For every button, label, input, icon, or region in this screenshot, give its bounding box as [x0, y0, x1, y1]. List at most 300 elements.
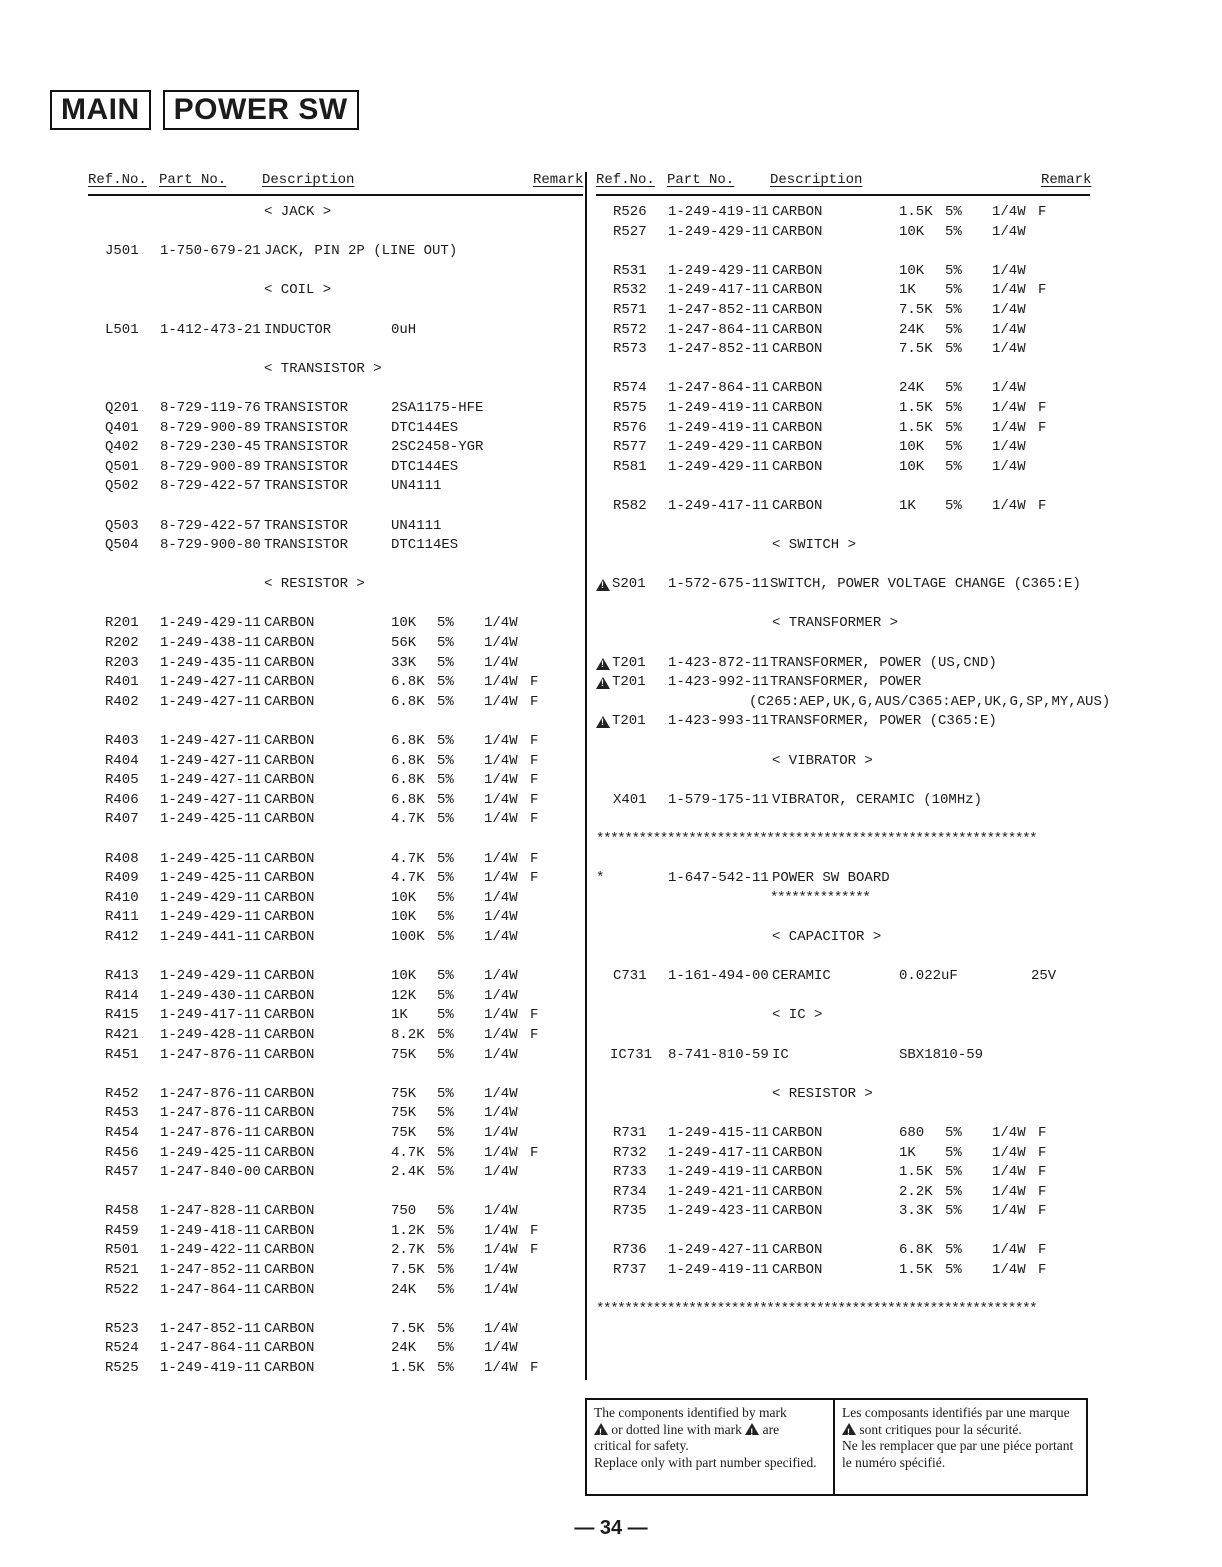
ref-no: X401 — [613, 791, 647, 808]
description: TRANSISTOR — [264, 419, 349, 436]
ref-no: R731 — [613, 1124, 647, 1141]
spacer — [88, 1184, 583, 1204]
ref-no: R581 — [613, 458, 647, 475]
rating: 1/4W — [992, 1144, 1026, 1161]
part-no: 1-249-427-11 — [160, 674, 261, 691]
rating: 1/4W — [992, 399, 1026, 416]
value: 750 — [391, 1203, 417, 1220]
rating: 1/4W — [484, 1222, 518, 1239]
rating: 1/4W — [992, 321, 1026, 338]
description: CARBON — [772, 1144, 823, 1161]
spacer — [596, 988, 1090, 1008]
rating: 1/4W — [484, 1164, 518, 1181]
remark: F — [1038, 1262, 1047, 1279]
header-ref-no: Ref.No. — [88, 172, 147, 188]
rating: 1/4W — [484, 693, 518, 710]
ref-no: R414 — [105, 987, 139, 1004]
ref-no: IC731 — [610, 1046, 653, 1063]
rating: 1/4W — [992, 1164, 1026, 1181]
part-no: 1-249-430-11 — [160, 987, 261, 1004]
ref-no: R524 — [105, 1340, 139, 1357]
ref-no: R406 — [105, 791, 139, 808]
notice-text: or dotted line with mark — [611, 1421, 742, 1437]
description: CARBON — [264, 1222, 315, 1239]
tolerance: 5% — [945, 497, 962, 514]
part-row — [88, 1164, 583, 1184]
part-no: 1-249-427-11 — [160, 752, 261, 769]
value: 4.7K — [391, 811, 425, 828]
part-row — [88, 1203, 583, 1223]
tolerance: 5% — [945, 399, 962, 416]
part-row — [88, 772, 583, 792]
tolerance: 5% — [945, 1262, 962, 1279]
part-no: 1-249-429-11 — [668, 223, 769, 240]
part-no: 1-247-852-11 — [160, 1262, 261, 1279]
part-row — [88, 890, 583, 910]
part-row — [596, 1164, 1090, 1184]
part-row — [596, 713, 1090, 733]
part-row — [88, 792, 583, 812]
spacer — [88, 498, 583, 518]
ref-no: S201 — [612, 576, 646, 593]
rating: 1/4W — [484, 752, 518, 769]
part-no: 1-247-864-11 — [160, 1340, 261, 1357]
description: CARBON — [772, 341, 823, 358]
ref-no: R574 — [613, 380, 647, 397]
part-no: 1-249-425-11 — [160, 870, 261, 887]
ref-no: R459 — [105, 1222, 139, 1239]
ref-no: Q402 — [105, 439, 139, 456]
value: 75K — [391, 1124, 417, 1141]
value: 0.022uF — [899, 968, 958, 985]
remark: F — [1038, 1124, 1047, 1141]
tolerance: 5% — [945, 282, 962, 299]
tolerance: 5% — [437, 968, 454, 985]
part-no: 1-579-175-11 — [668, 791, 769, 808]
ref-no: J501 — [105, 243, 139, 260]
notice-text: Ne les remplacer que par une piéce portant le numéro spécifié. — [842, 1438, 1074, 1470]
tolerance: 5% — [945, 301, 962, 318]
right-parts-list — [596, 196, 1111, 1321]
rating: 1/4W — [992, 1262, 1026, 1279]
tolerance: 5% — [437, 1281, 454, 1298]
part-no: 1-249-425-11 — [160, 850, 261, 867]
part-no: 1-249-429-11 — [160, 889, 261, 906]
description: TRANSFORMER, POWER (C365:E) — [770, 713, 997, 730]
description: CARBON — [264, 752, 315, 769]
description: CARBON — [772, 282, 823, 299]
header-remark: Remark — [1041, 172, 1092, 188]
value: 6.8K — [391, 674, 425, 691]
header-part-no: Part No. — [159, 172, 227, 188]
rating: 1/4W — [484, 654, 518, 671]
value: UN4111 — [391, 478, 442, 495]
description: CARBON — [772, 1203, 823, 1220]
ref-no: R451 — [105, 1046, 139, 1063]
ref-no: R527 — [613, 223, 647, 240]
description: POWER SW BOARD — [772, 870, 890, 887]
spacer — [596, 1027, 1090, 1047]
value: 10K — [899, 223, 925, 240]
part-row — [596, 380, 1090, 400]
rating: 1/4W — [992, 341, 1026, 358]
tolerance: 5% — [437, 615, 454, 632]
tolerance: 5% — [437, 733, 454, 750]
part-no: 1-249-415-11 — [668, 1124, 769, 1141]
part-no: 1-249-429-11 — [160, 615, 261, 632]
part-no: 1-249-429-11 — [160, 909, 261, 926]
part-no: 1-423-992-11 — [668, 674, 769, 691]
value: SBX1810-59 — [899, 1046, 984, 1063]
tolerance: 5% — [437, 889, 454, 906]
part-row — [88, 478, 583, 498]
ref-no: R401 — [105, 674, 139, 691]
description: TRANSISTOR — [264, 399, 349, 416]
spacer — [88, 263, 583, 283]
tolerance: 5% — [945, 1124, 962, 1141]
spacer — [596, 635, 1090, 655]
part-row — [596, 420, 1090, 440]
notice-text: Replace only with part number specified. — [594, 1454, 817, 1470]
part-no: 1-249-428-11 — [160, 1026, 261, 1043]
description: CARBON — [264, 654, 315, 671]
part-row — [88, 1340, 583, 1360]
ref-no: R577 — [613, 439, 647, 456]
description: CARBON — [264, 889, 315, 906]
rating: 1/4W — [992, 380, 1026, 397]
spacer — [88, 341, 583, 361]
remark: F — [530, 1144, 539, 1161]
description: CARBON — [264, 987, 315, 1004]
ref-no: T201 — [612, 674, 646, 691]
part-row — [88, 1360, 583, 1380]
rating: 1/4W — [992, 301, 1026, 318]
remark: F — [530, 850, 539, 867]
description: CARBON — [264, 772, 315, 789]
tolerance: 5% — [437, 1026, 454, 1043]
ref-no: R415 — [105, 1007, 139, 1024]
part-row — [596, 204, 1090, 224]
part-row — [596, 968, 1090, 988]
spacer — [88, 557, 583, 577]
tolerance: 5% — [437, 1105, 454, 1122]
part-no: 8-729-119-76 — [160, 399, 261, 416]
part-row — [88, 753, 583, 773]
value: 4.7K — [391, 1144, 425, 1161]
spacer — [596, 361, 1090, 381]
description: CARBON — [772, 399, 823, 416]
rating: 1/4W — [484, 635, 518, 652]
ref-no: R413 — [105, 968, 139, 985]
value: 1.5K — [899, 1164, 933, 1181]
part-row — [88, 1105, 583, 1125]
part-row — [88, 322, 583, 342]
part-no: 8-729-422-57 — [160, 517, 261, 534]
part-row — [596, 870, 1090, 890]
section-heading: < RESISTOR > — [772, 1085, 873, 1102]
part-row — [88, 655, 583, 675]
description: CARBON — [772, 262, 823, 279]
rating: 1/4W — [992, 282, 1026, 299]
description: CARBON — [772, 1262, 823, 1279]
part-row — [88, 243, 583, 263]
description: CARBON — [772, 439, 823, 456]
value: 6.8K — [391, 772, 425, 789]
value: 4.7K — [391, 870, 425, 887]
spacer — [596, 596, 1090, 616]
tolerance: 5% — [437, 752, 454, 769]
rating: 1/4W — [992, 1124, 1026, 1141]
value: 10K — [899, 439, 925, 456]
rating: 1/4W — [992, 1203, 1026, 1220]
description: CARBON — [772, 1164, 823, 1181]
description: CARBON — [264, 811, 315, 828]
warning-triangle-icon — [596, 658, 610, 670]
spacer — [596, 811, 1090, 831]
description: CARBON — [264, 1085, 315, 1102]
tolerance: 5% — [945, 380, 962, 397]
rating: 1/4W — [484, 987, 518, 1004]
part-row — [88, 615, 583, 635]
section-heading: < TRANSISTOR > — [264, 360, 382, 377]
tolerance: 5% — [437, 635, 454, 652]
description: CARBON — [264, 615, 315, 632]
part-no: 1-161-494-00 — [668, 968, 769, 985]
column-header — [596, 172, 1090, 196]
part-no: 1-249-427-11 — [160, 693, 261, 710]
part-no: 8-741-810-59 — [668, 1046, 769, 1063]
remark: F — [530, 693, 539, 710]
rating: 1/4W — [484, 870, 518, 887]
safety-notice — [585, 1398, 1088, 1496]
safety-notice-english — [587, 1400, 835, 1494]
remark: F — [530, 791, 539, 808]
tolerance: 5% — [945, 458, 962, 475]
warning-triangle-icon — [596, 716, 610, 728]
header-remark: Remark — [533, 172, 584, 188]
ref-no: R736 — [613, 1242, 647, 1259]
ref-no: R531 — [613, 262, 647, 279]
section-heading: < COIL > — [264, 282, 332, 299]
value: 1K — [391, 1007, 408, 1024]
spacer — [596, 772, 1090, 792]
value: 10K — [899, 262, 925, 279]
ref-no: R454 — [105, 1124, 139, 1141]
part-row — [88, 420, 583, 440]
part-row — [596, 1242, 1090, 1262]
tolerance: 5% — [437, 1340, 454, 1357]
ref-no: Q503 — [105, 517, 139, 534]
description: TRANSISTOR — [264, 458, 349, 475]
ref-no: R732 — [613, 1144, 647, 1161]
remark: F — [530, 870, 539, 887]
tolerance: 5% — [437, 1144, 454, 1161]
part-no: 1-247-876-11 — [160, 1046, 261, 1063]
description: CARBON — [264, 1105, 315, 1122]
description: TRANSISTOR — [264, 439, 349, 456]
part-row — [596, 341, 1090, 361]
remark: F — [1038, 399, 1047, 416]
ref-no: L501 — [105, 321, 139, 338]
description: CARBON — [264, 1360, 315, 1377]
value: DTC144ES — [391, 458, 459, 475]
description: CARBON — [264, 635, 315, 652]
part-no: 1-247-840-00 — [160, 1164, 261, 1181]
description: CARBON — [772, 1124, 823, 1141]
part-no: 8-729-900-89 — [160, 458, 261, 475]
spacer — [596, 1105, 1090, 1125]
ref-no: R737 — [613, 1262, 647, 1279]
part-row — [596, 498, 1090, 518]
value: 1K — [899, 282, 916, 299]
part-row — [88, 811, 583, 831]
part-row — [596, 282, 1090, 302]
spacer — [596, 243, 1090, 263]
tolerance: 5% — [945, 1242, 962, 1259]
ref-no: R410 — [105, 889, 139, 906]
notice-text: The components identified by mark — [594, 1405, 787, 1420]
part-no: 1-249-429-11 — [160, 968, 261, 985]
value: 75K — [391, 1105, 417, 1122]
section-heading: < IC > — [772, 1007, 823, 1024]
spacer — [88, 1301, 583, 1321]
value: 24K — [391, 1281, 417, 1298]
remark: F — [1038, 1164, 1047, 1181]
rating: 1/4W — [992, 458, 1026, 475]
value: 6.8K — [391, 733, 425, 750]
value: 33K — [391, 654, 417, 671]
part-no: 8-729-422-57 — [160, 478, 261, 495]
ref-no: R402 — [105, 693, 139, 710]
ref-no: R409 — [105, 870, 139, 887]
part-row — [88, 1125, 583, 1145]
tolerance: 5% — [437, 811, 454, 828]
description: CARBON — [772, 1242, 823, 1259]
spacer — [596, 518, 1090, 538]
part-no: 1-412-473-21 — [160, 321, 261, 338]
part-no: 1-249-422-11 — [160, 1242, 261, 1259]
description: CARBON — [264, 1262, 315, 1279]
header-description: Description — [262, 172, 355, 188]
spacer — [88, 949, 583, 969]
part-row — [88, 968, 583, 988]
spacer — [596, 1066, 1090, 1086]
value: 10K — [391, 615, 417, 632]
header-description: Description — [770, 172, 863, 188]
description: CARBON — [264, 1242, 315, 1259]
ref-no: R573 — [613, 341, 647, 358]
value: 24K — [899, 321, 925, 338]
spacer — [88, 596, 583, 616]
part-no: 8-729-230-45 — [160, 439, 261, 456]
warning-triangle-icon — [842, 1423, 856, 1435]
notice-text: critical for safety. — [594, 1438, 689, 1453]
part-row — [88, 439, 583, 459]
remark: F — [530, 811, 539, 828]
ref-no: R522 — [105, 1281, 139, 1298]
value: DTC144ES — [391, 419, 459, 436]
value: 24K — [391, 1340, 417, 1357]
ref-no: R203 — [105, 654, 139, 671]
tolerance: 5% — [945, 419, 962, 436]
value: 10K — [391, 889, 417, 906]
part-no: 1-249-419-11 — [668, 419, 769, 436]
part-row — [88, 1242, 583, 1262]
section-heading: < RESISTOR > — [264, 576, 365, 593]
tolerance: 5% — [437, 1007, 454, 1024]
ref-no: R521 — [105, 1262, 139, 1279]
rating: 1/4W — [484, 850, 518, 867]
remark: F — [1038, 1183, 1047, 1200]
spacer — [88, 1066, 583, 1086]
description: CARBON — [772, 223, 823, 240]
part-no: 1-249-425-11 — [160, 1144, 261, 1161]
description: CARBON — [264, 1026, 315, 1043]
part-no: 1-423-872-11 — [668, 654, 769, 671]
ref-no: R733 — [613, 1164, 647, 1181]
warning-triangle-icon — [745, 1423, 759, 1435]
rating: 1/4W — [484, 909, 518, 926]
value: 1.5K — [899, 419, 933, 436]
spacer — [88, 302, 583, 322]
board-underline-stars: ************** — [770, 889, 870, 906]
part-row — [596, 1145, 1090, 1165]
tolerance: 5% — [945, 262, 962, 279]
ref-no: R457 — [105, 1164, 139, 1181]
description: CARBON — [772, 1183, 823, 1200]
ref-no: Q502 — [105, 478, 139, 495]
description: CARBON — [772, 204, 823, 220]
tolerance: 5% — [437, 870, 454, 887]
description: TRANSFORMER, POWER (US,CND) — [770, 654, 997, 671]
rating: 1/4W — [484, 1007, 518, 1024]
part-no: 8-729-900-89 — [160, 419, 261, 436]
rating: 1/4W — [484, 772, 518, 789]
section-heading: < JACK > — [264, 204, 332, 220]
part-no: 1-249-419-11 — [668, 1262, 769, 1279]
ref-no: R572 — [613, 321, 647, 338]
part-no: 1-249-423-11 — [668, 1203, 769, 1220]
part-row — [88, 674, 583, 694]
part-row — [596, 439, 1090, 459]
remark: F — [530, 674, 539, 691]
description: TRANSFORMER, POWER — [770, 674, 922, 691]
rating: 1/4W — [484, 1242, 518, 1259]
part-row — [88, 518, 583, 538]
part-no: 8-729-900-80 — [160, 537, 261, 554]
rating: 1/4W — [484, 968, 518, 985]
part-no: 1-247-876-11 — [160, 1124, 261, 1141]
part-no: 1-249-427-11 — [160, 791, 261, 808]
part-row — [88, 851, 583, 871]
part-no: 1-249-419-11 — [160, 1360, 261, 1377]
part-row — [88, 909, 583, 929]
description: CARBON — [264, 693, 315, 710]
section-heading: < CAPACITOR > — [772, 928, 882, 945]
part-row — [596, 302, 1090, 322]
value: 1K — [899, 1144, 916, 1161]
ref-no: Q401 — [105, 419, 139, 436]
part-row — [596, 459, 1090, 479]
tolerance: 5% — [437, 1242, 454, 1259]
spacer — [596, 733, 1090, 753]
description: SWITCH, POWER VOLTAGE CHANGE (C365:E) — [770, 576, 1081, 593]
rating: 1/4W — [484, 1144, 518, 1161]
right-parts-column — [596, 172, 1111, 1321]
remark: F — [530, 1026, 539, 1043]
ref-no: R412 — [105, 928, 139, 945]
tolerance: 5% — [437, 1124, 454, 1141]
